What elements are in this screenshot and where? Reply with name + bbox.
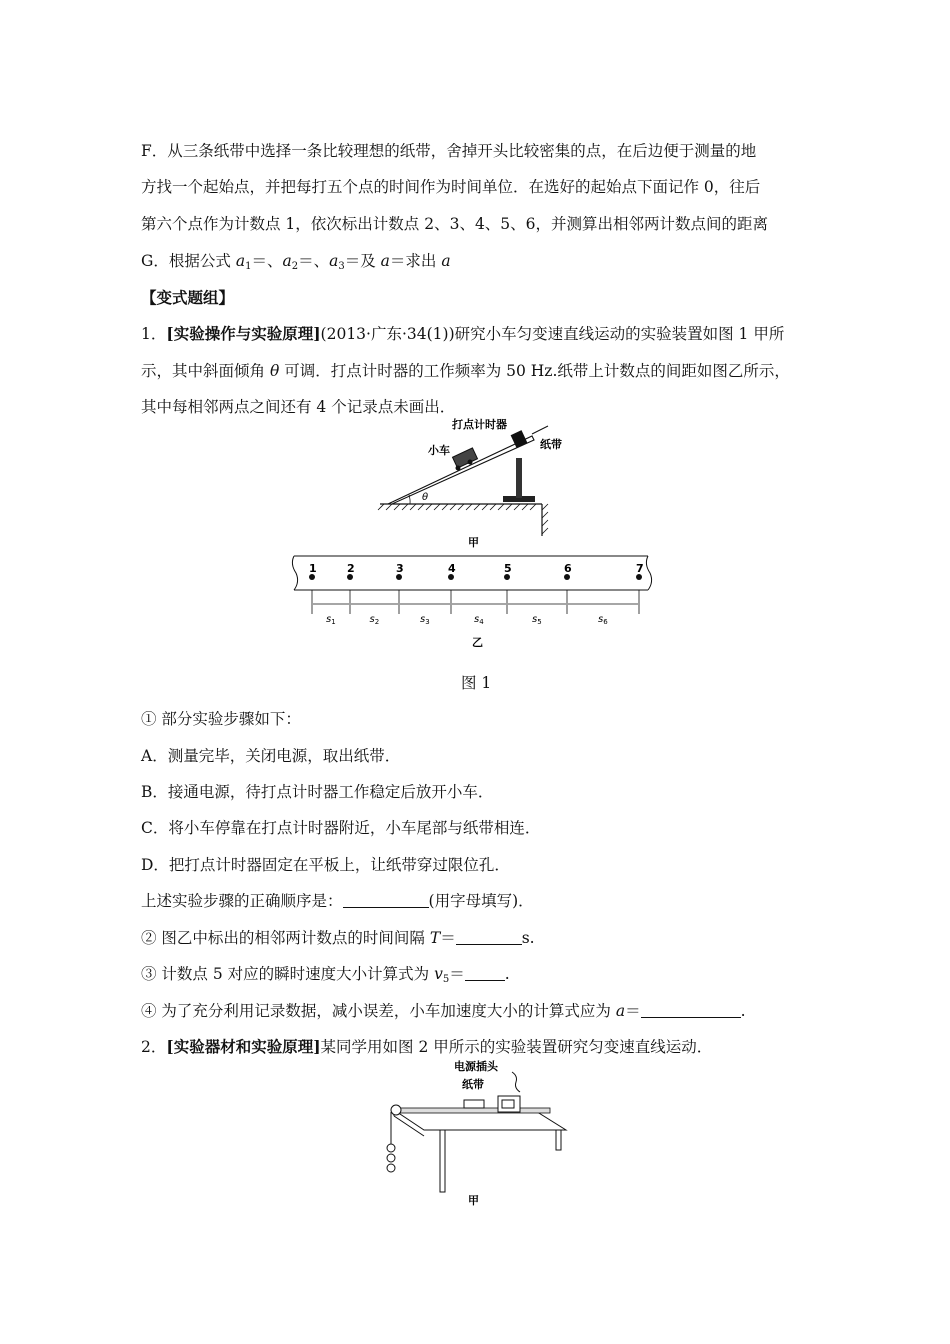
fig1-jia-label: 甲	[468, 536, 479, 549]
q1-number: 1．	[141, 325, 167, 343]
stand-post	[516, 458, 522, 498]
car-wheel-2	[468, 460, 473, 465]
segment-label-s6: $s_6$	[598, 614, 608, 626]
step-c: C．将小车停靠在打点计时器附近，小车尾部与纸带相连．	[141, 819, 541, 837]
pulley	[391, 1105, 401, 1115]
g-sub-1: 1	[245, 261, 252, 272]
tape-point-label-2: 2	[347, 562, 355, 575]
q2-pre: ② 图乙中标出的相邻两计数点的时间间隔	[141, 929, 430, 947]
p2-text: 某同学用如图 2 甲所示的实验装置研究匀变速直线运动．	[320, 1038, 713, 1056]
g-var-a-final: a	[441, 252, 451, 270]
plug-label: 电源插头	[454, 1060, 498, 1073]
g-eq-2: ＝、	[298, 252, 330, 270]
tape-left-edge	[292, 556, 297, 590]
incline-board	[388, 436, 534, 504]
q2-post: s.	[521, 929, 535, 947]
car-label: 小车	[428, 444, 450, 457]
q1-text: (2013·广东·34(1))研究小车匀变速直线运动的实验装置如图 1 甲所	[320, 325, 785, 343]
q4-var-a: a	[615, 1002, 626, 1020]
step-f-line-2: 方找一个起始点，并把每打五个点的时间作为时间单位．在选好的起始点下面记作 0，往后	[141, 178, 761, 196]
q1-line-3: 其中每相邻两点之间还有 4 个记录点未画出．	[141, 398, 456, 416]
order-question	[141, 891, 534, 911]
g-var-a1: a	[235, 252, 246, 270]
step-d: D．把打点计时器固定在平板上，让纸带穿过限位孔．	[141, 856, 510, 874]
g-sub-2: 2	[291, 261, 299, 272]
table-leg-1	[440, 1130, 445, 1192]
g-sub-3: 3	[338, 261, 345, 272]
g-eq-1: ＝、	[251, 252, 283, 270]
tape-point-label-4: 4	[448, 562, 456, 575]
q4-answer-blank[interactable]	[641, 1003, 741, 1018]
p2-tag: [实验器材和实验原理]	[166, 1037, 321, 1056]
fig2-jia-label: 甲	[468, 1194, 479, 1207]
segment-label-s5: $s_5$	[532, 614, 542, 626]
weight-2	[387, 1154, 395, 1162]
segment-label-s2: $s_2$	[369, 614, 380, 626]
table-leg-2	[556, 1130, 561, 1150]
g-eq-3: ＝及	[344, 252, 381, 270]
tape-line	[532, 426, 548, 434]
fig2-cart	[464, 1100, 484, 1108]
order-answer-blank[interactable]	[343, 893, 429, 908]
q2-eq: ＝	[440, 929, 456, 947]
timer-label: 打点计时器	[452, 418, 507, 431]
q1-theta: θ	[269, 362, 280, 380]
figure-1-incline	[370, 418, 570, 550]
order-pre: 上述实验步骤的正确顺序是：	[141, 892, 343, 910]
q1-tag: [实验操作与实验原理]	[166, 324, 321, 343]
q1-l2-pre: 示，其中斜面倾角	[141, 362, 270, 380]
q4-eq: ＝	[625, 1002, 641, 1020]
figure-1-tape	[288, 550, 658, 650]
step-a: A．测量完毕，关闭电源，取出纸带．	[141, 747, 401, 765]
q3-eq: ＝	[449, 965, 465, 983]
problem-2-line	[141, 1037, 712, 1057]
tape-point-label-6: 6	[564, 562, 572, 575]
segment-label-s1: $s_1$	[326, 614, 336, 626]
q3-pre: ③ 计数点 5 对应的瞬时速度大小计算式为	[141, 965, 435, 983]
g-end: ＝求出	[389, 252, 442, 270]
g-var-a: a	[380, 252, 390, 270]
question-2	[141, 928, 535, 948]
p2-number: 2．	[141, 1038, 167, 1056]
section-heading: 【变式题组】	[141, 288, 235, 307]
ground-hatch	[378, 504, 536, 510]
track	[400, 1108, 550, 1113]
car-wheel-1	[456, 466, 461, 471]
fig1-yi-label: 乙	[472, 636, 483, 649]
wall-hatch	[542, 504, 548, 534]
question-3	[141, 964, 510, 990]
figure-2-table	[380, 1058, 570, 1208]
weight-1	[387, 1144, 395, 1152]
segment-label-s3: $s_3$	[420, 614, 430, 626]
g-prefix: G．根据公式	[141, 252, 236, 270]
q3-var-v: v	[434, 965, 443, 983]
tape-right-edge	[646, 556, 651, 590]
steps-intro: ① 部分实验步骤如下：	[141, 710, 301, 728]
tape-point-label-7: 7	[636, 562, 644, 575]
q3-post: .	[504, 965, 510, 983]
weight-3	[387, 1164, 395, 1172]
g-var-a2: a	[282, 252, 292, 270]
segment-label-s4: $s_4$	[474, 614, 484, 626]
tape-point-label-1: 1	[309, 562, 317, 575]
step-b: B．接通电源，待打点计时器工作稳定后放开小车．	[141, 783, 494, 801]
q1-line-1	[141, 324, 784, 344]
q3-answer-blank[interactable]	[465, 966, 505, 981]
q4-pre: ④ 为了充分利用记录数据，减小误差，小车加速度大小的计算式应为	[141, 1002, 616, 1020]
tape-point-label-3: 3	[396, 562, 404, 575]
question-4	[141, 1001, 746, 1021]
tape-point-label-5: 5	[504, 562, 512, 575]
tape-label: 纸带	[540, 438, 562, 451]
order-post: (用字母填写)．	[428, 892, 534, 910]
fig2-tape-label: 纸带	[462, 1078, 484, 1091]
figure-1-caption: 图 1	[461, 674, 492, 692]
step-f-line-1: F．从三条纸带中选择一条比较理想的纸带，舍掉开头比较密集的点，在后边便于测量的地	[141, 142, 757, 160]
q4-post: .	[740, 1002, 746, 1020]
theta-label: θ	[422, 492, 429, 503]
q1-l2-post: 可调．打点计时器的工作频率为 50 Hz.纸带上计数点的间距如图乙所示，	[279, 362, 790, 380]
q2-var-t: T	[429, 929, 441, 947]
g-var-a3: a	[329, 252, 339, 270]
plug-cord	[512, 1072, 520, 1092]
fig2-timer-inner	[502, 1100, 514, 1108]
q2-answer-blank[interactable]	[456, 930, 522, 945]
step-f-line-3: 第六个点作为计数点 1，依次标出计数点 2、3、4、5、6，并测算出相邻两计数点间的距离	[141, 215, 769, 233]
q3-sub: 5	[442, 974, 450, 985]
step-g-line	[141, 251, 451, 277]
q1-line-2	[141, 361, 790, 381]
